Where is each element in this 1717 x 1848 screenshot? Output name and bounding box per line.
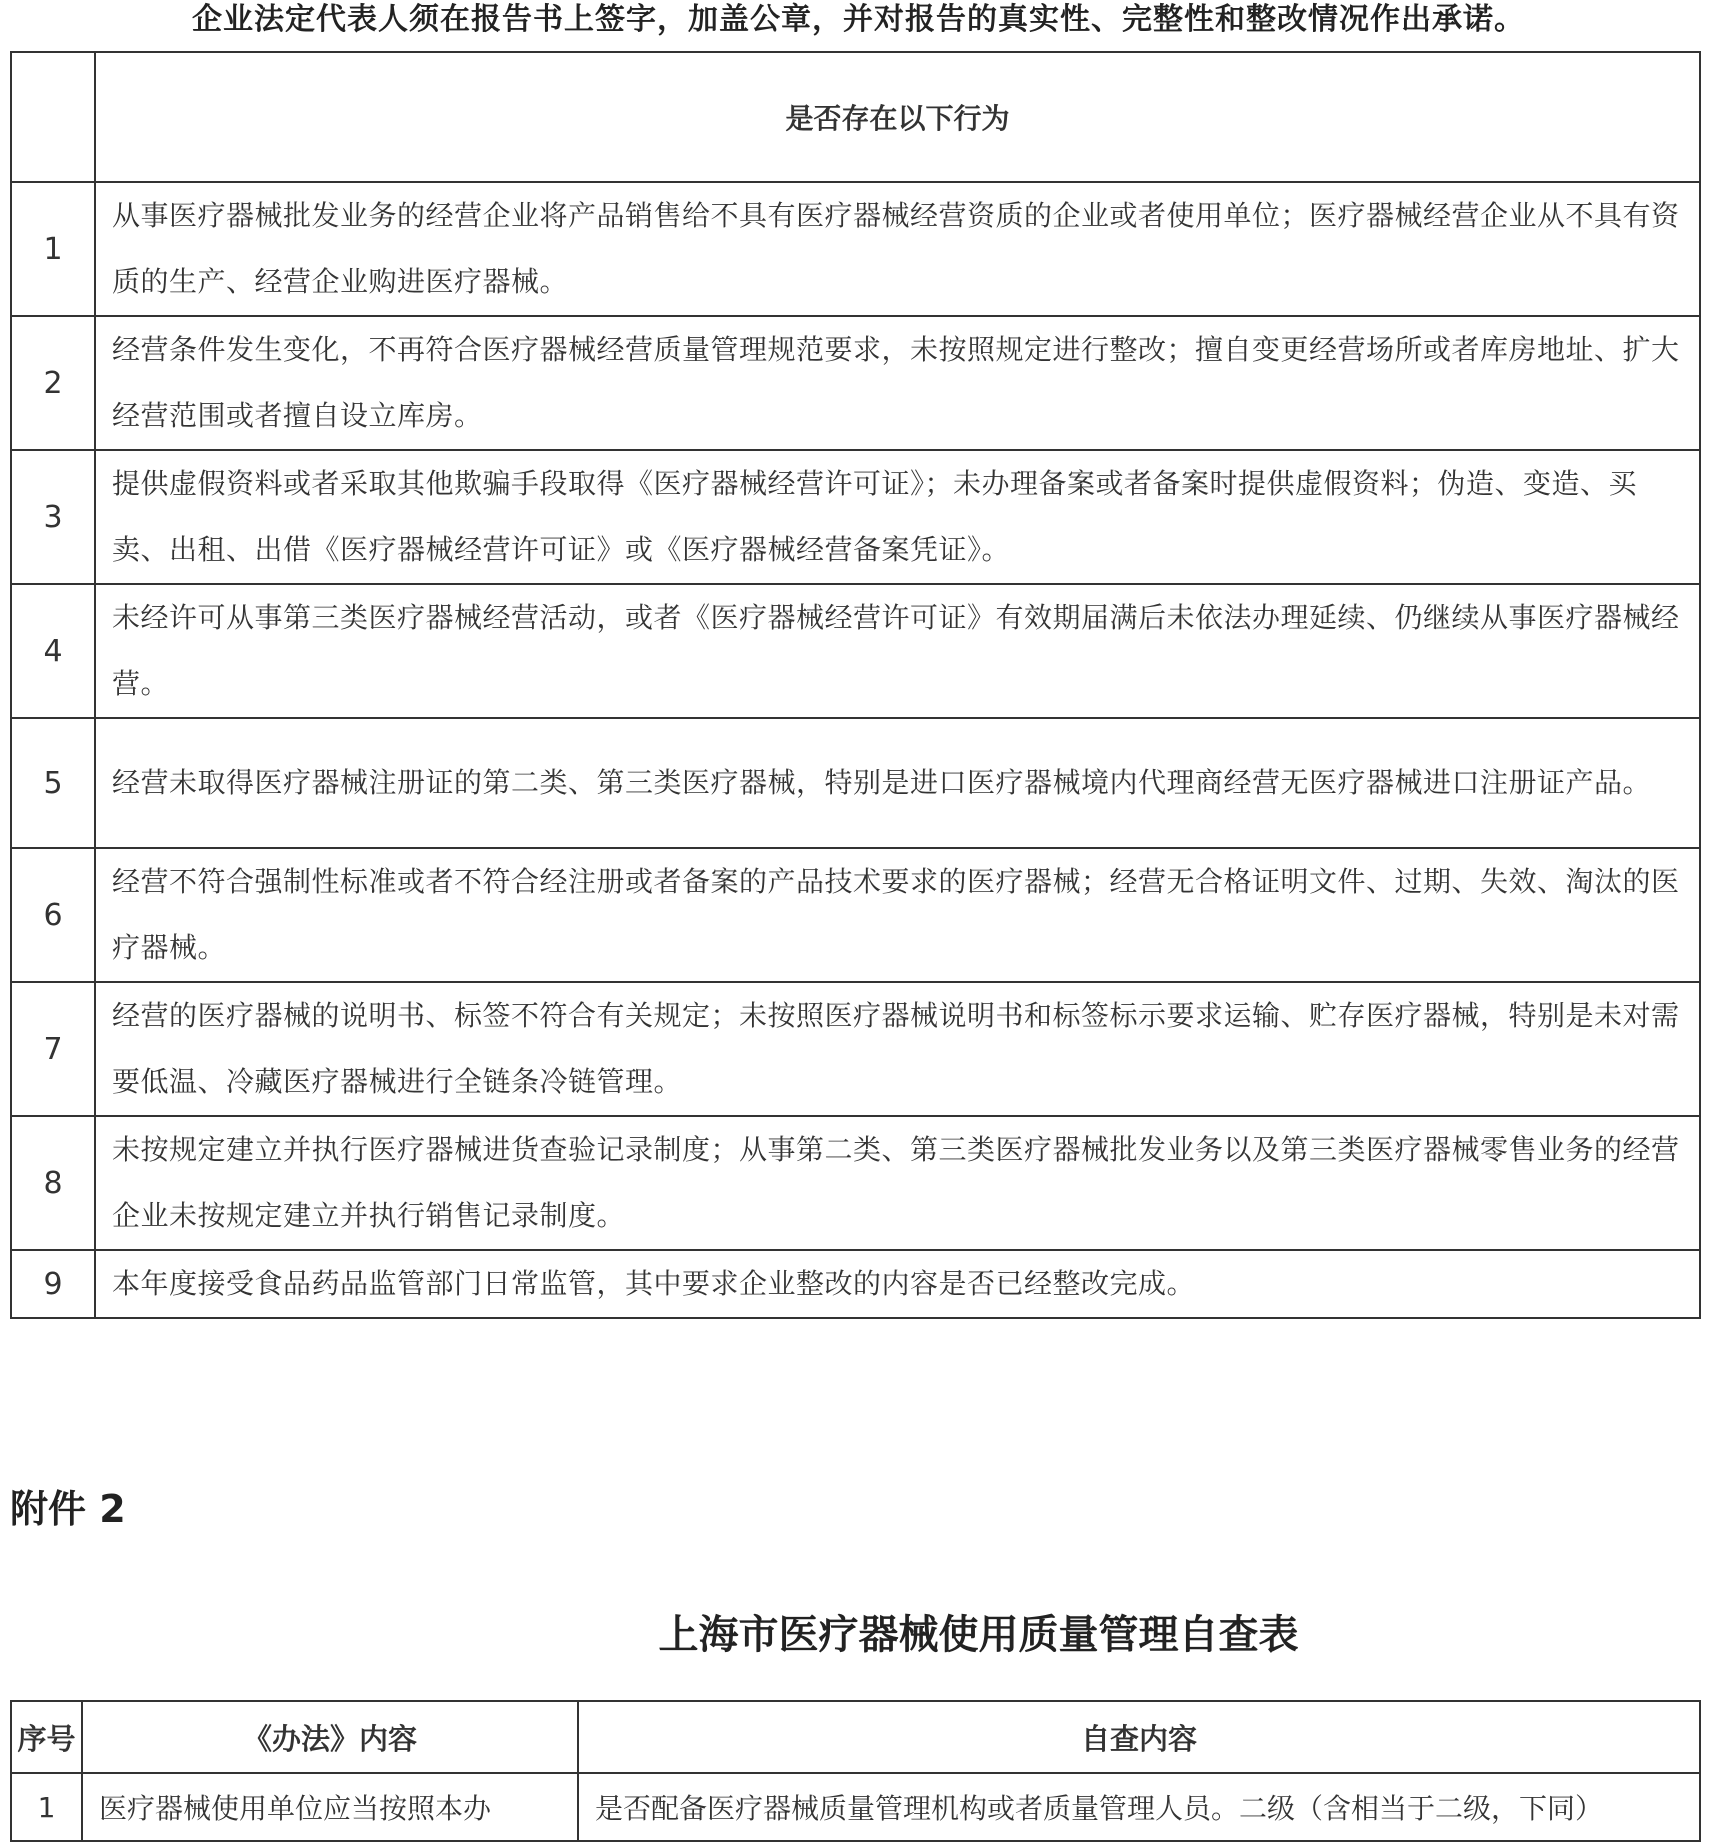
row-text: 经营未取得医疗器械注册证的第二类、第三类医疗器械，特别是进口医疗器械境内代理商经营无医疗器械进口注册证产品。	[95, 718, 1700, 848]
annex-label: 附件 2	[10, 1487, 126, 1531]
selfcheck-table-header-row	[11, 1701, 1700, 1773]
row-number: 1	[11, 182, 95, 316]
table-row	[11, 848, 1700, 982]
header-blank-cell	[11, 52, 95, 182]
row-number: 7	[11, 982, 95, 1116]
header-measures: 《办法》内容	[82, 1701, 578, 1773]
table-row	[11, 982, 1700, 1116]
behavior-table-header-row	[11, 52, 1700, 182]
table-row	[11, 584, 1700, 718]
row-text: 未经许可从事第三类医疗器械经营活动，或者《医疗器械经营许可证》有效期届满后未依法办理延续、仍继续从事医疗器械经营。	[95, 584, 1700, 718]
row-number: 9	[11, 1250, 95, 1318]
row-text: 提供虚假资料或者采取其他欺骗手段取得《医疗器械经营许可证》；未办理备案或者备案时提供虚假资料；伪造、变造、买卖、出租、出借《医疗器械经营许可证》或《医疗器械经营备案凭证》。	[95, 450, 1700, 584]
behavior-table	[10, 51, 1701, 1319]
form-title: 上海市医疗器械使用质量管理自查表	[658, 1612, 1299, 1658]
row-measures: 医疗器械使用单位应当按照本办	[82, 1773, 578, 1841]
row-number: 4	[11, 584, 95, 718]
table-row	[11, 182, 1700, 316]
row-text: 经营不符合强制性标准或者不符合经注册或者备案的产品技术要求的医疗器械；经营无合格证明文件、过期、失效、淘汰的医疗器械。	[95, 848, 1700, 982]
row-text: 从事医疗器械批发业务的经营企业将产品销售给不具有医疗器械经营资质的企业或者使用单位；医疗器械经营企业从不具有资质的生产、经营企业购进医疗器械。	[95, 182, 1700, 316]
row-number: 5	[11, 718, 95, 848]
intro-text: 企业法定代表人须在报告书上签字，加盖公章，并对报告的真实性、完整性和整改情况作出承诺。	[192, 2, 1525, 37]
row-number: 3	[11, 450, 95, 584]
table-row	[11, 718, 1700, 848]
row-seq: 1	[11, 1773, 82, 1841]
table-row	[11, 1116, 1700, 1250]
selfcheck-table	[10, 1700, 1701, 1842]
table-row	[11, 1250, 1700, 1318]
table-row	[11, 450, 1700, 584]
row-number: 8	[11, 1116, 95, 1250]
row-text: 经营的医疗器械的说明书、标签不符合有关规定；未按照医疗器械说明书和标签标示要求运输、贮存医疗器械，特别是未对需要低温、冷藏医疗器械进行全链条冷链管理。	[95, 982, 1700, 1116]
table-row	[11, 1773, 1700, 1841]
row-number: 6	[11, 848, 95, 982]
row-content: 是否配备医疗器械质量管理机构或者质量管理人员。二级（含相当于二级，下同）	[578, 1773, 1700, 1841]
row-text: 本年度接受食品药品监管部门日常监管，其中要求企业整改的内容是否已经整改完成。	[95, 1250, 1700, 1318]
row-number: 2	[11, 316, 95, 450]
header-content: 自查内容	[578, 1701, 1700, 1773]
row-text: 经营条件发生变化，不再符合医疗器械经营质量管理规范要求，未按照规定进行整改；擅自变更经营场所或者库房地址、扩大经营范围或者擅自设立库房。	[95, 316, 1700, 450]
behavior-table-header: 是否存在以下行为	[95, 52, 1700, 182]
header-seq: 序号	[11, 1701, 82, 1773]
row-text: 未按规定建立并执行医疗器械进货查验记录制度；从事第二类、第三类医疗器械批发业务以及第三类医疗器械零售业务的经营企业未按规定建立并执行销售记录制度。	[95, 1116, 1700, 1250]
table-row	[11, 316, 1700, 450]
